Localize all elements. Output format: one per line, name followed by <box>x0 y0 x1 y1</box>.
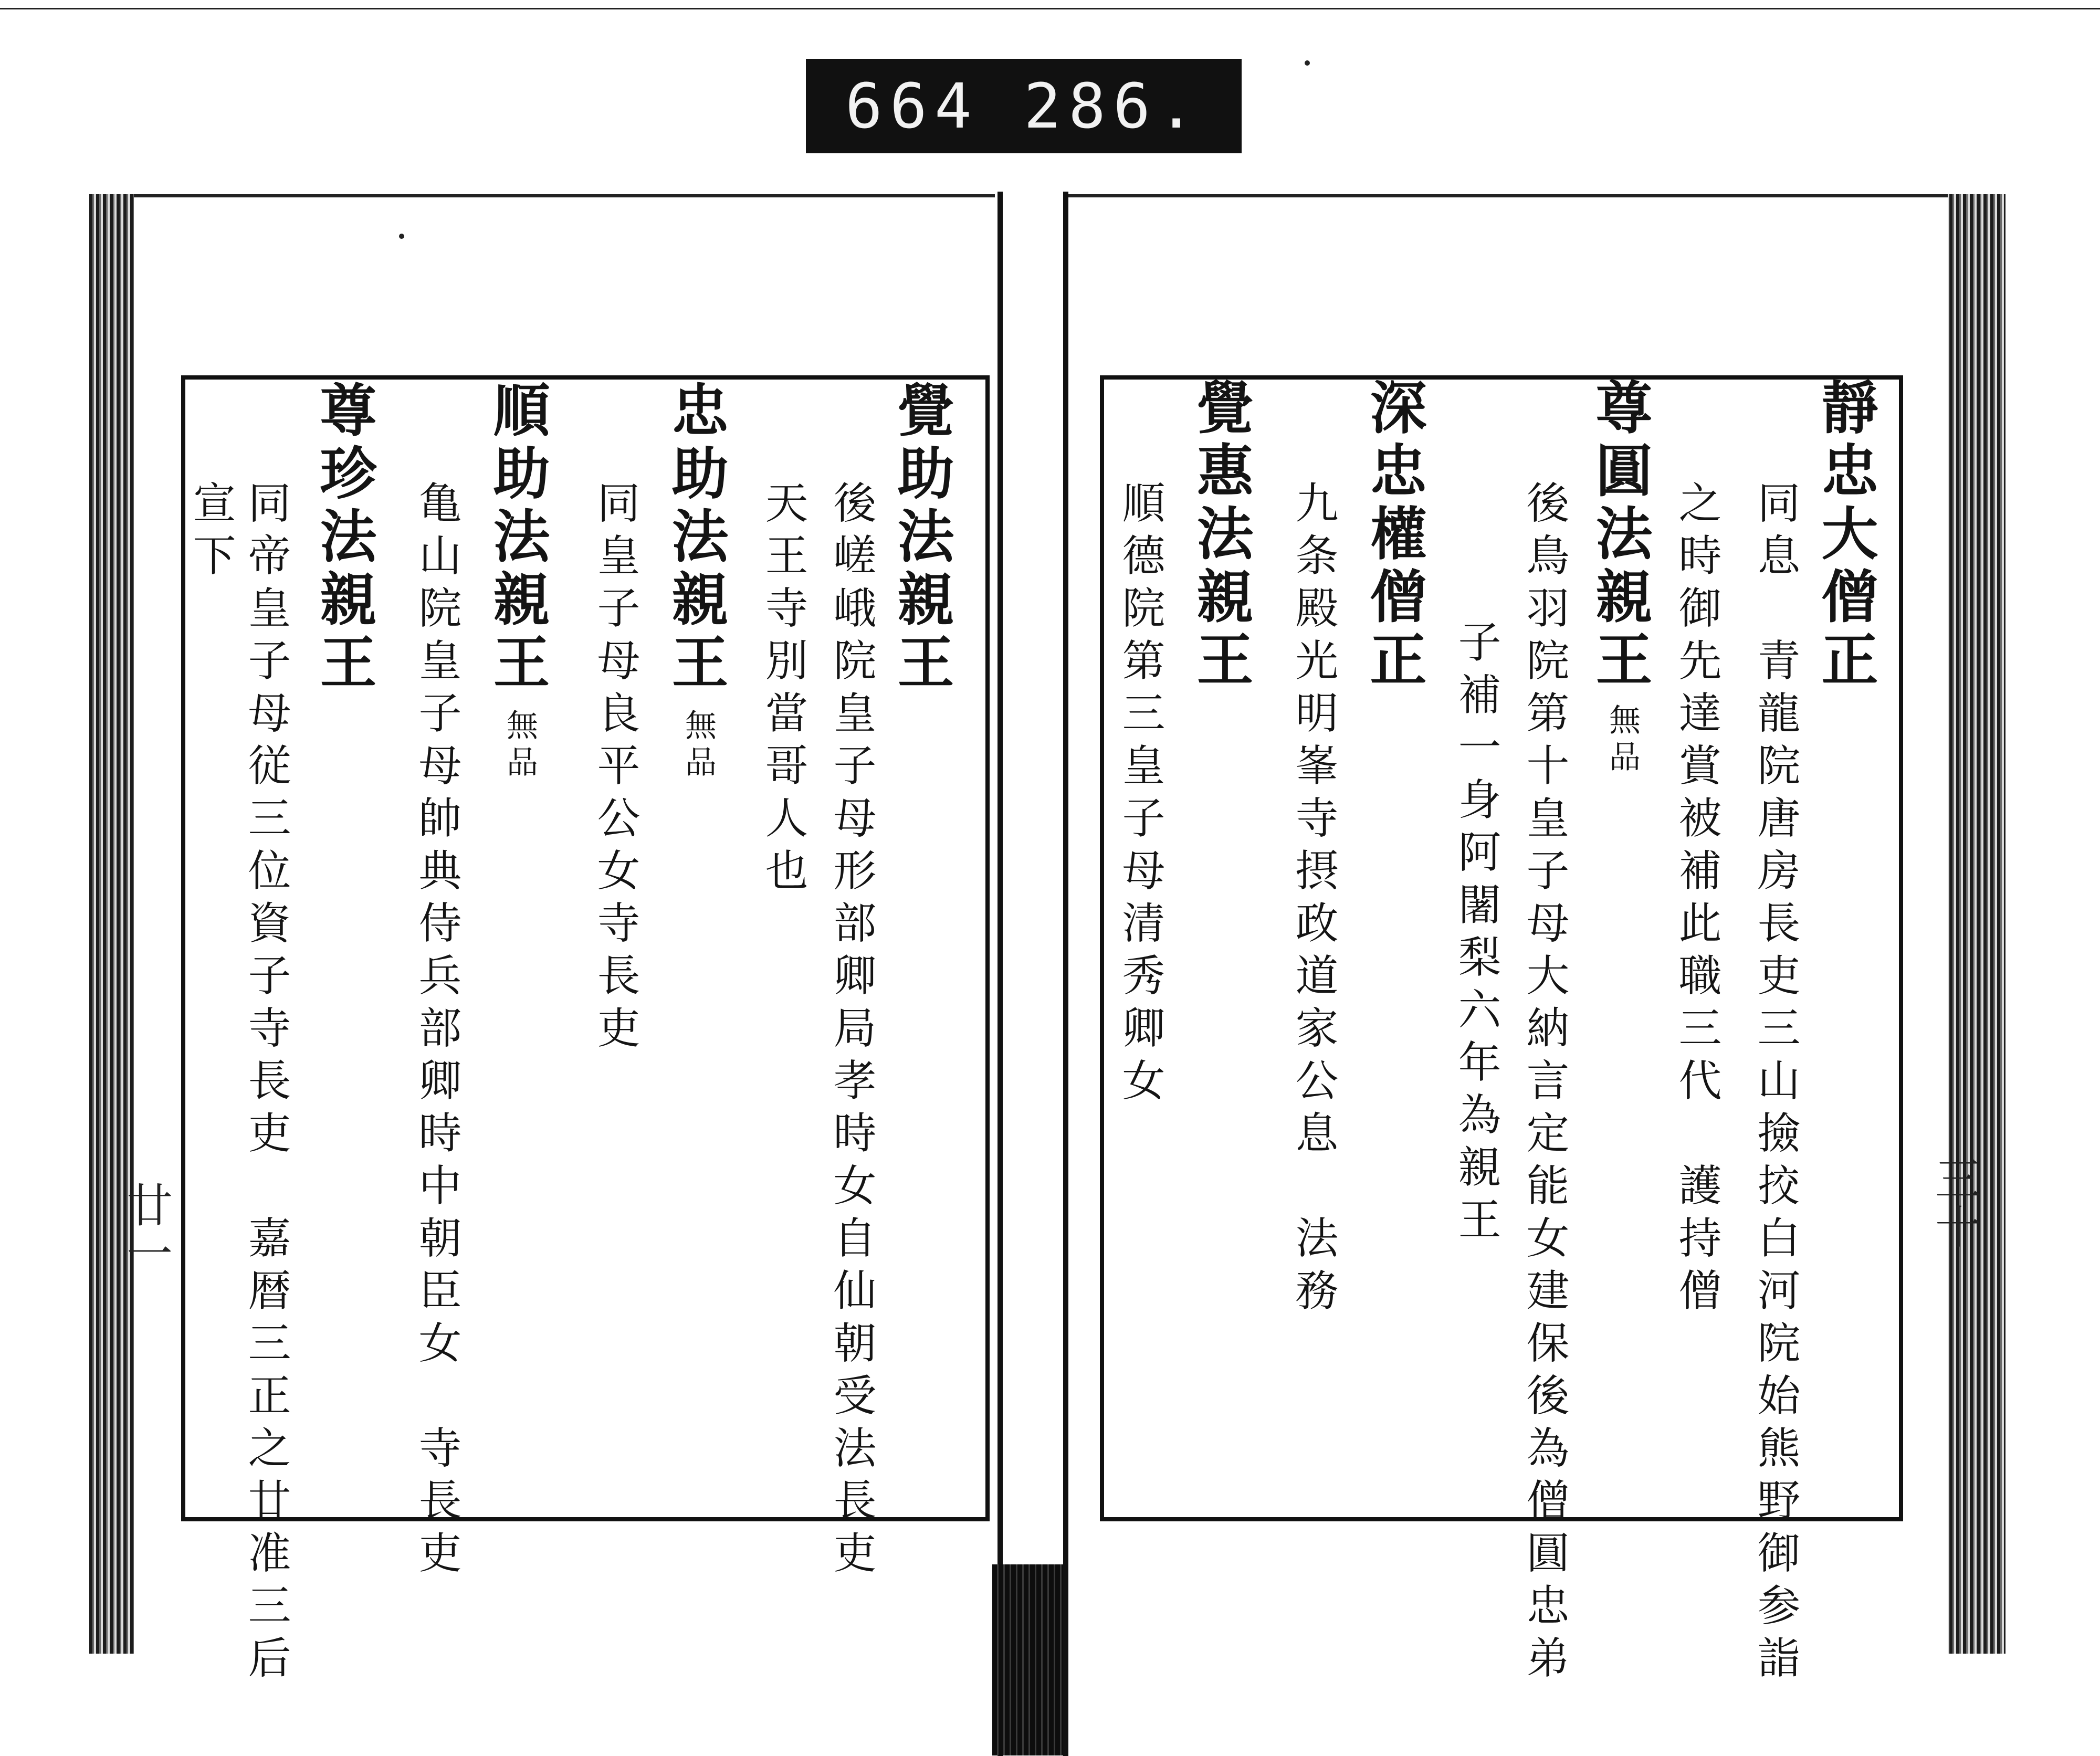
left-folio-number: 廿一 <box>119 1181 173 1278</box>
entry-heading: 忠助法親王 <box>662 381 728 696</box>
entry-heading: 順助法親王 <box>484 381 550 696</box>
right-page-edge <box>1942 194 2006 1654</box>
entry-heading: 覺惠法親王 <box>1187 378 1253 693</box>
entry-heading: 尊珍法親王 <box>310 381 376 696</box>
entry-rank: 無品 <box>680 709 717 782</box>
entry-text: 亀山院皇子母帥典侍兵部卿時中朝臣女 寺長吏 <box>412 480 461 1583</box>
entry-rank: 無品 <box>501 709 538 782</box>
entry-text: 後嵯峨院皇子母形部卿局孝時女自仙朝受法長吏 <box>826 480 876 1583</box>
entry-text: 九条殿光明峯寺摂政道家公息 法務 <box>1288 480 1338 1320</box>
entry-rank: 無品 <box>1604 703 1641 777</box>
entry-heading: 覺助法親王 <box>888 381 954 696</box>
right-folio-number: 三十 <box>1928 1155 1982 1252</box>
spine-binding <box>992 1564 1063 1755</box>
entry-heading: 深忠權僧正 <box>1360 378 1426 693</box>
scan-top-edge <box>0 8 2100 9</box>
entry-heading: 靜忠大僧正 <box>1812 378 1878 693</box>
entry-text: 順德院第三皇子母清秀卿女 <box>1115 480 1165 1110</box>
entry-heading: 尊圓法親王 <box>1586 378 1652 693</box>
entry-text: 宣下 <box>186 480 236 585</box>
entry-text: 同皇子母良平公女寺長吏 <box>590 480 640 1058</box>
entry-text: 子補一身阿闍梨六年為親王 <box>1451 619 1501 1249</box>
entry-text: 同息 青龍院唐房長吏三山撿挍白河院始熊野御参詣 <box>1750 480 1800 1688</box>
scan-speck <box>399 234 404 239</box>
scan-speck <box>1305 60 1310 66</box>
entry-text: 後鳥羽院第十皇子母大納言定能女建保後為僧圓忠弟 <box>1519 480 1569 1688</box>
left-page-edge <box>89 194 136 1654</box>
entry-text: 天王寺別當哥人也 <box>758 480 808 900</box>
entry-text: 之時御先達賞被補此職三代 護持僧 <box>1672 480 1721 1320</box>
entry-text: 同帝皇子母従三位資子寺長吏 嘉暦三正之廿准三后 <box>241 480 291 1688</box>
backdrop-left <box>52 194 89 1755</box>
scan-reel-label: 664 286. <box>806 59 1242 153</box>
book-spine <box>998 192 1068 1756</box>
